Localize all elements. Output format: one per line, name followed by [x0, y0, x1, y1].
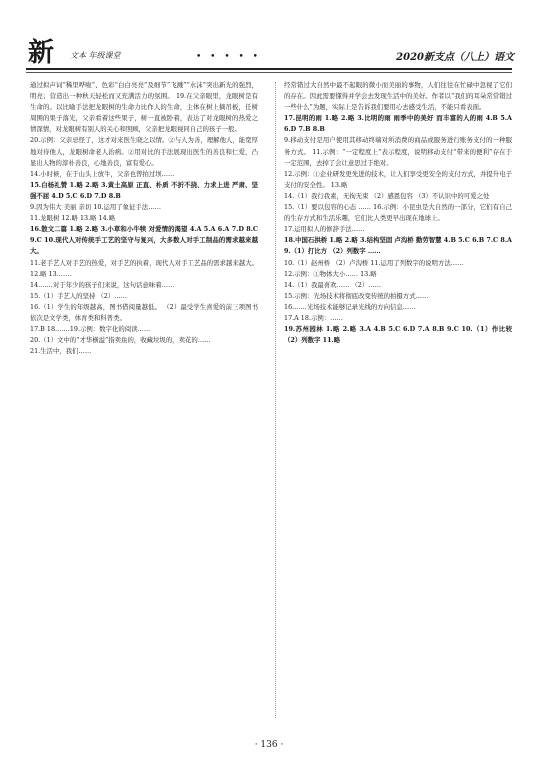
answer-paragraph: 14.（1）我行我素，无拘无束 （2）感恩包容 （3）不认识中的可爱之处: [284, 191, 490, 200]
answer-paragraph: 20.示例：父亲忌怪了，这才对来医生晓之以情。②与人为善，理解他人，能宽厚地对待他人，龙眼树命老人治病。②用对比的手法展现出医生的善良和仁爱，凸显出人物的淳朴善良，心地善良，富有爱心。: [30, 136, 258, 167]
answer-paragraph: 9.因为伟大 美丽 亲切 10.运用了象征手法……: [30, 203, 161, 212]
answer-paragraph: 20.（1）文中的“才华横溢”指卖鱼的，收藏垃圾的，卖花的……: [30, 336, 211, 345]
answer-paragraph: 16.……光场技术能够记录光线的方向信息……: [284, 302, 416, 311]
lesson-answers-heading: 19.苏州园林 1.略 2.略 3.A 4.B 5.C 6.D 7.A 8.B 9.C 10.（1）作比较 （2）列数字 11.略: [284, 325, 512, 345]
lesson-answers-heading: 18.中国石拱桥 1.略 2.略 3.结构坚固 卢沟桥 勤劳智慧 4.B 5.C 6.B 7.C 8.A 9.（1）打比方 （2）列数字 ……: [284, 236, 512, 256]
lesson-answers-heading: 16.散文二篇 1.略 2.略 3.小草和小牛犊 对爱情的渴望 4.A 5.A 6.A 7.D 8.C 9.C 10.现代人对传统手工艺的坚守与复兴，大多数人对手工制品的需求越来越大。: [30, 225, 258, 256]
answer-paragraph: 14.（1）我最喜欢…… （2）……: [284, 280, 382, 289]
answer-paragraph: 15.（1）手艺人的坚持 （2）……: [30, 291, 128, 300]
answer-paragraph: 通过拟声词“稀里哗啦”、色彩“白白亮亮”及细节“飞溅”“水沫”突出新光的强烈，明亮；营造出一种秋天轻松而又充满活力的氛围。 19.在父亲眼里，龙眼树是有生命的。以比喻手法把龙眼树的生命力比作人的生命，主体在树上摘吊板，任树周围的果子落光，父亲看着这些果子，树一直被卧着，表达了对龙眼树的热爱之情深情，对龙眼树有别人的关心和照顾，父亲把龙眼视同自己的孩子一般。: [30, 81, 258, 134]
answer-paragraph: 经常错过大自然中最不起眼的微小而美丽的事物，人们往往在忙碌中忽视了它们的存在。因此需要懂得并学会去发现生活中的美好。作者以“我们的耳朵常常错过一些什么”为题，实际上是告诉我们要用心去感受生活，不能只看表面。: [284, 81, 512, 112]
answer-paragraph: 9.移动支付是用户使用其移动终端对所消费的商品或服务进行账务支付的一种服务方式。 11.示例：“一定程度上”表示程度，说明移动支付“带来的便利”存在于一定范围，去掉了会让意思过于绝对。: [284, 136, 512, 167]
answer-paragraph: 14.小时候，在于山头上放牛，父亲也曾拍过坝……: [30, 169, 175, 178]
series-title: 2020新支点（八上）语文: [396, 52, 514, 63]
answer-paragraph: 21.生活中，我们……: [30, 347, 92, 356]
answer-paragraph: 10.（1）赵州桥 （2）卢沟桥 11.运用了列数字的说明方法……: [284, 258, 464, 267]
header-tagline: 文本 年级课堂: [70, 51, 121, 60]
answer-paragraph: 17.运用拟人的修辞手法……: [284, 225, 365, 234]
answer-paragraph: 17.B 18.……19.示例：数字化的阅读……: [30, 325, 151, 334]
answer-paragraph: 11.龙眼树 12.略 13.略 14.略: [30, 214, 116, 223]
answer-paragraph: 15.（1）要以包容的心态 …… 16.示例：小昆虫是大自然的一部分，它们有自己的生存方式和生活乐趣，它们比人类更早出现在地球上。: [284, 203, 512, 223]
answer-column-left: [30, 80, 258, 720]
lesson-answers-heading: 17.昆明的雨 1.略 2.略 3.比明的雨 雨季中的美好 而丰富的人的雨 4.B 5.A 6.D 7.B 8.B: [284, 114, 512, 134]
page-number: · 136 ·: [254, 740, 284, 750]
answer-column-right: [284, 80, 512, 720]
header-rule: [26, 68, 512, 70]
answer-paragraph: 17.A 18.示例：……: [284, 313, 343, 322]
header-rule-thin: [26, 72, 512, 73]
logo: 新: [28, 38, 55, 68]
footprints-decoration: • • • • •: [196, 52, 261, 62]
answer-paragraph: 12.示例：①企业研发更先进的技术，让人们享受更安全的支付方式，并提升电子支付的安全性。 13.略: [284, 169, 512, 189]
answer-paragraph: 14.……对于年少的孩子们来说，这句话意味着……: [30, 280, 175, 289]
lesson-answers-heading: 15.白杨礼赞 1.略 2.略 3.黄土高原 正直、朴质 不折不挠、力求上进 严肃、坚强不屈 4.D 5.C 6.D 7.D 8.B: [30, 180, 258, 200]
answer-paragraph: 11.老手艺人对手艺的热爱，对手艺的执着，现代人对手工艺品的需求越来越大。 12.略 13.……: [30, 258, 258, 278]
answer-paragraph: 15.示例：光场技术将彻底改变传统的拍摄方式……: [284, 291, 429, 300]
column-divider: [275, 82, 276, 718]
answer-paragraph: 12.示例：①物体大小…… 13.略: [284, 269, 377, 278]
answer-paragraph: 16.（1）学生的年级越高，图书借阅量越低。 （2）最受学生喜爱的前三项图书依次是文学类，体育类和科普类。: [30, 302, 258, 322]
